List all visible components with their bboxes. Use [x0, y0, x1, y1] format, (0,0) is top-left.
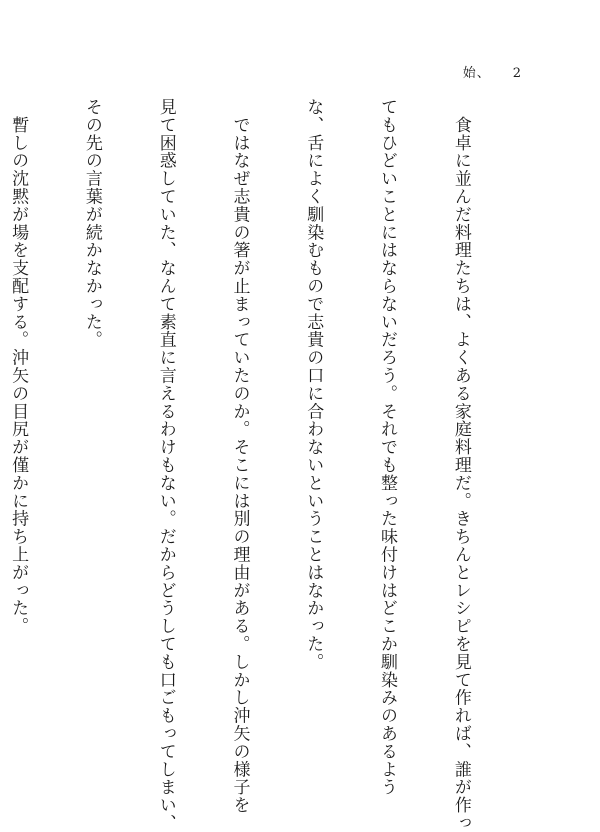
- text-line: な、舌によく馴染むもので志貴の口に合わないということはなかった。: [303, 98, 324, 671]
- text-line: 暫しの沈黙が場を支配する。沖矢の目尻が僅かに持ち上がった。: [8, 98, 29, 635]
- text-line: 見て困惑していた、なんて素直に言えるわけもない。だからどうしても口ごもってしまい、: [155, 98, 176, 832]
- text-line: 食卓に並んだ料理たちは、よくある家庭料理だ。きちんとレシピを見て作れば、誰が作っ: [450, 98, 471, 832]
- text-line: その先の言葉が続かなかった。: [81, 98, 102, 349]
- page-number: 2: [512, 66, 522, 81]
- text-line: ではなぜ志貴の箸が止まっていたのか。そこには別の理由がある。しかし沖矢の様子を: [229, 98, 250, 814]
- chapter-title: 始、: [462, 66, 491, 81]
- page-header: [463, 62, 522, 81]
- text-line: てもひどいことにはならないだろう。それでも整った味付けはどこか馴染みのあるよう: [377, 98, 398, 797]
- vertical-body-text: [0, 98, 522, 832]
